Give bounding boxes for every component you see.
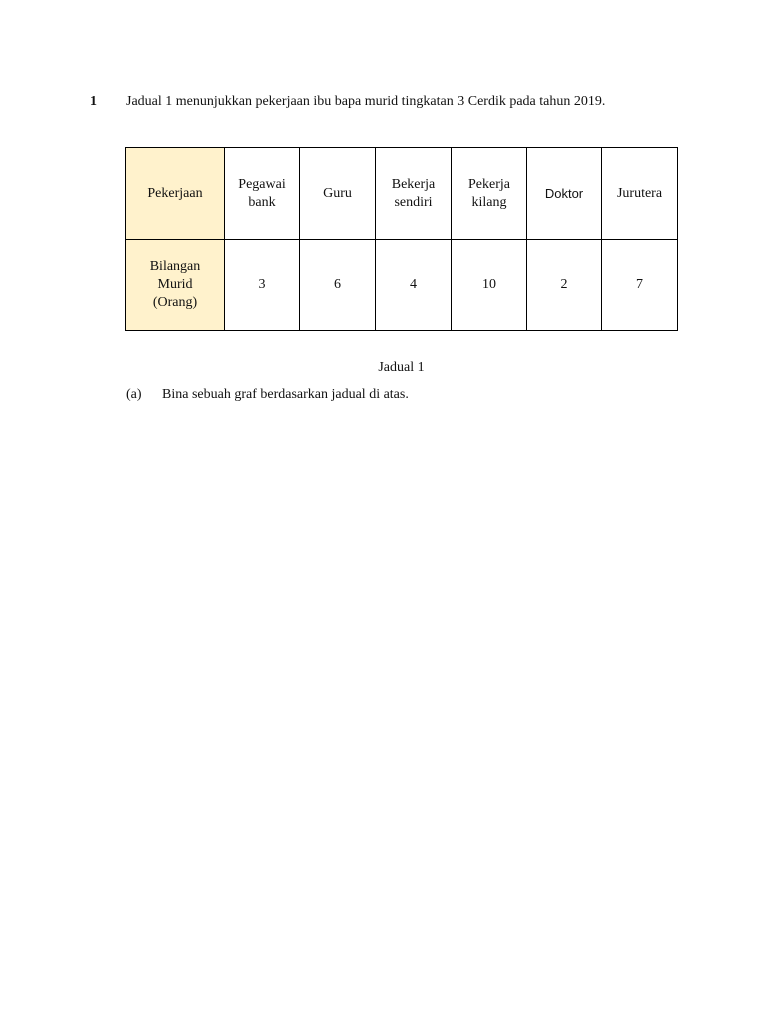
table-caption: Jadual 1 bbox=[378, 360, 425, 375]
part-a-text: Bina sebuah graf berdasarkan jadual di atas. bbox=[162, 387, 409, 402]
occupation-table bbox=[125, 147, 678, 331]
occupation-line: Pegawai bbox=[238, 176, 286, 192]
occupation-line: Bekerja bbox=[391, 176, 436, 192]
table-row-count bbox=[126, 240, 678, 331]
header-label-cell bbox=[126, 148, 225, 240]
occupation-cell bbox=[300, 148, 376, 240]
occupation-cell bbox=[376, 148, 452, 240]
occupation-line: kilang bbox=[471, 194, 507, 210]
occupation-line: Pekerja bbox=[468, 176, 510, 192]
count-cell: 7 bbox=[602, 240, 678, 331]
occupation-cell bbox=[452, 148, 527, 240]
occupation-line: sendiri bbox=[394, 194, 433, 210]
row-label-line: Bilangan bbox=[149, 259, 201, 274]
header-label: Pekerjaan bbox=[147, 185, 203, 201]
part-a-label: (a) bbox=[126, 387, 142, 402]
occupation-cell bbox=[602, 148, 678, 240]
row-label-line: (Orang) bbox=[152, 295, 198, 310]
count-cell: 6 bbox=[300, 240, 376, 331]
count-cell: 2 bbox=[527, 240, 602, 331]
table-row-occupation bbox=[126, 148, 678, 240]
occupation-line: bank bbox=[248, 194, 276, 210]
occupation-line: Jurutera bbox=[616, 185, 663, 201]
row-label-line: Murid bbox=[157, 277, 193, 292]
occupation-cell bbox=[527, 148, 602, 240]
row-label-cell bbox=[126, 240, 225, 331]
occupation-cell bbox=[225, 148, 300, 240]
question-text: Jadual 1 menunjukkan pekerjaan ibu bapa murid tingkatan 3 Cerdik pada tahun 2019. bbox=[126, 94, 606, 109]
count-cell: 10 bbox=[452, 240, 527, 331]
count-cell: 4 bbox=[376, 240, 452, 331]
question-number: 1 bbox=[90, 94, 97, 109]
count-cell: 3 bbox=[225, 240, 300, 331]
occupation-line: Doktor bbox=[544, 185, 584, 201]
occupation-line: Guru bbox=[323, 185, 352, 201]
